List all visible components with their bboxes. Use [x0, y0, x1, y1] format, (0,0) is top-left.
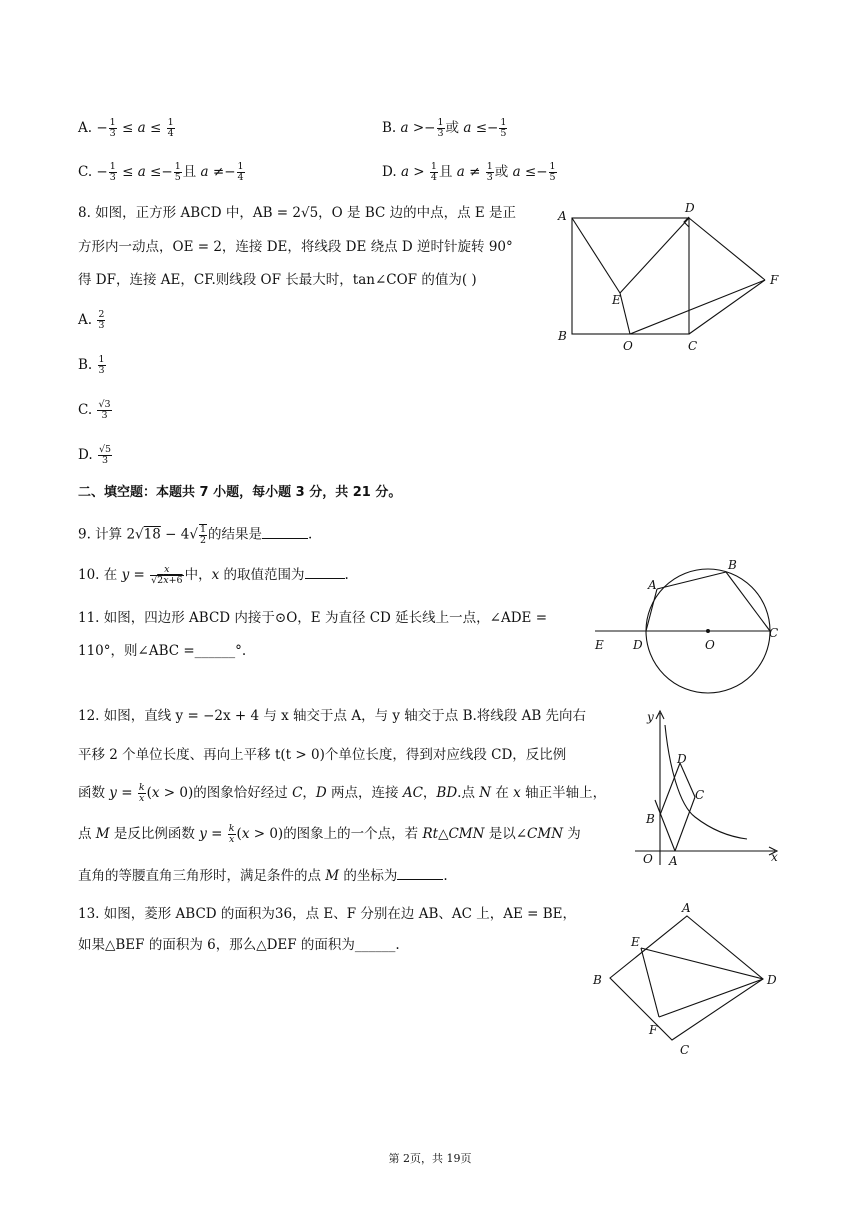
- q11-label-d: D: [633, 638, 643, 652]
- q12-line-3: 函数 y = $\frac{k}{x}$ (x > 0)的图象恰好经过 C，D 两点，连接 AC，BD.点 N 在 x 轴正半轴上，: [78, 782, 607, 804]
- q13-label-c: C: [680, 1043, 690, 1057]
- q13-label-d: D: [767, 973, 777, 987]
- q8-label-o: O: [623, 339, 633, 353]
- q7-option-c: C. − $\frac{1}{3}$ ≤ a ≤− $\frac{1}{5}$ 且 a ≠− $\frac{1}{4}$: [78, 161, 244, 183]
- q11-line-2: 110°，则∠ABC =______°.: [78, 643, 247, 659]
- q8-label-d: D: [685, 201, 695, 215]
- q7-option-d: D. a > $\frac{1}{4}$ 且 a ≠ $\frac{1}{3}$ 或 a ≤− $\frac{1}{5}$: [382, 161, 556, 183]
- q12-line-5: 直角的等腰直角三角形时，满足条件的点 M 的坐标为 .: [78, 868, 448, 884]
- q12-graph-figure: [635, 705, 785, 870]
- q11-label-o: O: [705, 638, 715, 652]
- q11-line-1: 11. 如图，四边形 ABCD 内接于⊙O，E 为直径 CD 延长线上一点，∠ADE =: [78, 610, 548, 626]
- q12-line-4: 点 M 是反比例函数 y = $\frac{k}{x}$ (x > 0)的图象上的一个点，若 Rt△CMN 是以∠CMN 为: [78, 823, 581, 845]
- q8-label-c: C: [688, 339, 698, 353]
- q7-option-a: A. − $\frac{1}{3}$ ≤ a ≤ $\frac{1}{4}$: [78, 117, 174, 139]
- q8-option-c: C. $\frac{√3}{3}$: [78, 399, 111, 421]
- q13-line-2: 如果△BEF 的面积为 6，那么△DEF 的面积为______.: [78, 937, 400, 953]
- q12-line-1: 12. 如图，直线 y = −2x + 4 与 x 轴交于点 A，与 y 轴交于点 B.将线段 AB 先向右: [78, 708, 587, 724]
- q8-option-b: B. $\frac{1}{3}$: [78, 354, 105, 376]
- q8-label-f: F: [770, 273, 779, 287]
- q11-label-c: C: [769, 626, 779, 640]
- q13-label-f: F: [649, 1023, 658, 1037]
- q13-label-b: B: [593, 973, 602, 987]
- section-2-heading: 二、填空题：本题共 7 小题，每小题 3 分，共 21 分。: [78, 485, 402, 500]
- q8-option-d: D. $\frac{√5}{3}$: [78, 444, 112, 466]
- q13-line-1: 13. 如图，菱形 ABCD 的面积为36，点 E、F 分别在边 AB、AC 上，AE = BE，: [78, 906, 577, 922]
- q11-label-a: A: [648, 578, 657, 592]
- q13-label-a: A: [682, 901, 691, 915]
- q10-text: 10. 在 y = $\frac{x}{√2x+6}$ 中，x 的取值范围为 .: [78, 564, 349, 586]
- q13-rhombus-figure: [585, 900, 785, 1060]
- q11-circle-figure: [585, 555, 785, 700]
- page-footer: 第 2页，共 19页: [388, 1152, 472, 1165]
- q12-label-y: y: [647, 710, 654, 724]
- q12-label-b: B: [646, 812, 655, 826]
- q13-label-e: E: [631, 935, 640, 949]
- q8-square-figure: [550, 200, 790, 355]
- q11-label-e: E: [595, 638, 604, 652]
- q12-label-a: A: [669, 854, 678, 868]
- q8-label-a: A: [558, 209, 567, 223]
- q8-line-1: 8. 如图，正方形 ABCD 中，AB = 2√5，O 是 BC 边的中点，点 E 是正: [78, 205, 517, 221]
- q12-label-d: D: [677, 752, 687, 766]
- q8-option-a: A. $\frac{2}{3}$: [78, 309, 105, 331]
- q8-label-b: B: [558, 329, 567, 343]
- q12-label-o: O: [643, 852, 653, 866]
- q8-label-e: E: [612, 293, 621, 307]
- q12-line-2: 平移 2 个单位长度、再向上平移 t(t > 0)个单位长度，得到对应线段 CD，反比例: [78, 747, 567, 763]
- q12-label-c: C: [695, 788, 705, 802]
- q11-label-b: B: [728, 558, 737, 572]
- q7-option-b: B. a >− $\frac{1}{3}$ 或 a ≤− $\frac{1}{5}$: [382, 117, 507, 139]
- q8-line-2: 方形内一动点，OE = 2，连接 DE，将线段 DE 绕点 D 逆时针旋转 90°: [78, 239, 513, 255]
- q9-text: 9. 计算 2√18 − 4√ $\frac{1}{2}$ 的结果是 .: [78, 524, 313, 546]
- q8-line-3: 得 DF，连接 AE，CF.则线段 OF 长最大时，tan∠COF 的值为( ): [78, 272, 477, 288]
- q12-label-x: x: [771, 850, 778, 864]
